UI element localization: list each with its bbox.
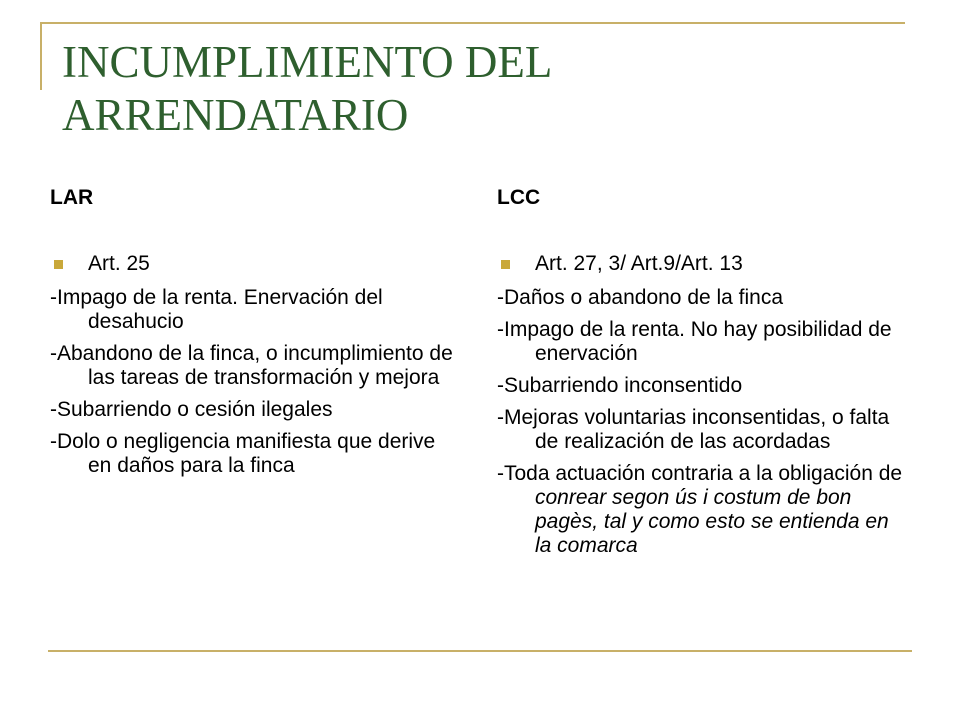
bottom-rule: [48, 650, 912, 652]
square-bullet-icon: [54, 260, 63, 269]
right-bullet-item: [497, 252, 907, 276]
right-item-3: -Subarriendo inconsentido: [497, 374, 743, 397]
left-rule: [40, 22, 42, 90]
left-item-1: -Impago de la renta. Enervación del desahucio: [50, 286, 383, 333]
right-item-5-text: -Toda actuación contraria a la obligación de: [497, 462, 903, 485]
square-bullet-icon: [501, 260, 510, 269]
left-bullet-item: [50, 252, 460, 276]
right-item-1: -Daños o abandono de la finca: [497, 286, 784, 309]
right-item-4: -Mejoras voluntarias inconsentidas, o falta de realización de las acordadas: [497, 406, 890, 453]
slide-title: INCUMPLIMIENTO DEL ARRENDATARIO: [62, 37, 551, 140]
left-column: [50, 186, 460, 486]
left-item-2: -Abandono de la finca, o incumplimiento de las tareas de transformación y mejora: [50, 342, 453, 389]
top-rule: [40, 22, 905, 24]
right-heading: LCC: [497, 186, 541, 209]
left-bullet-text: Art. 25: [88, 252, 150, 275]
right-bullet-text: Art. 27, 3/ Art.9/Art. 13: [535, 252, 743, 275]
left-heading: LAR: [50, 186, 94, 209]
right-item-5: [497, 462, 907, 558]
right-column: [497, 186, 907, 566]
right-item-2: -Impago de la renta. No hay posibilidad de enervación: [497, 318, 892, 365]
left-item-3: -Subarriendo o cesión ilegales: [50, 398, 333, 421]
left-item-4: -Dolo o negligencia manifiesta que derive en daños para la finca: [50, 430, 436, 477]
right-item-5-italic: conrear segon ús i costum de bon pagès, tal y como esto se entienda en la comarca: [535, 486, 889, 557]
